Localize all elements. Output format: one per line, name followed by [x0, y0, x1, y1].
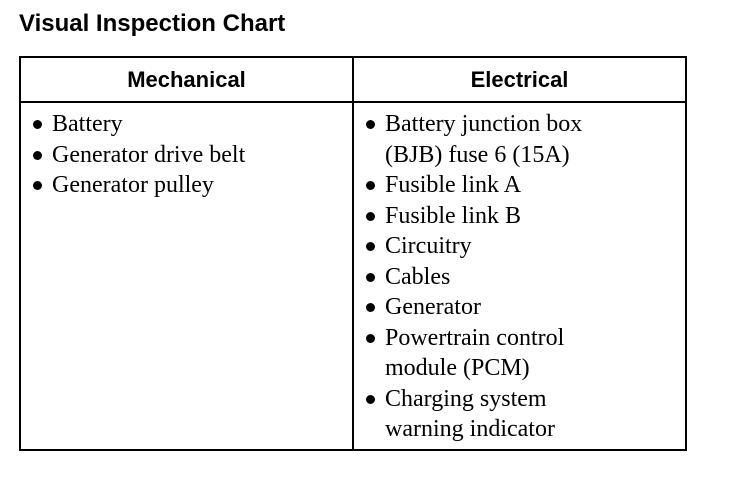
- list-item-line: Battery: [52, 111, 123, 137]
- list-item-line: (BJB) fuse 6 (15A): [385, 141, 570, 168]
- header-row: [20, 57, 686, 102]
- inspection-table: [19, 56, 687, 451]
- page-title: Visual Inspection Chart: [19, 10, 286, 37]
- mechanical-cell: [20, 102, 353, 450]
- list-item: [354, 262, 685, 293]
- list-item: [354, 170, 685, 201]
- mechanical-list: [21, 103, 352, 201]
- list-item-line: Charging system: [385, 385, 547, 412]
- list-item: [354, 109, 685, 170]
- column-header-mechanical: Mechanical: [20, 57, 353, 102]
- list-item: [21, 170, 352, 201]
- list-item: [354, 384, 685, 445]
- table-row: [20, 102, 686, 450]
- electrical-cell: [353, 102, 686, 450]
- list-item: [21, 140, 352, 171]
- list-item-line: Cables: [385, 263, 451, 290]
- list-item-line: module (PCM): [385, 355, 530, 381]
- list-item-line: Generator: [385, 294, 481, 320]
- list-item-line: warning indicator: [385, 416, 555, 442]
- list-item: [21, 109, 352, 140]
- list-item-line: Fusible link B: [385, 202, 522, 229]
- list-item-line: Generator pulley: [52, 172, 214, 198]
- list-item: [354, 231, 685, 262]
- list-item-line: Fusible link A: [385, 172, 522, 198]
- list-item: [354, 201, 685, 232]
- electrical-list: [354, 103, 685, 445]
- list-item: [354, 292, 685, 323]
- list-item-line: Generator drive belt: [52, 141, 246, 168]
- column-header-electrical: Electrical: [353, 57, 686, 102]
- list-item-line: Powertrain control: [385, 324, 565, 351]
- list-item-line: Circuitry: [385, 233, 472, 259]
- list-item: [354, 323, 685, 384]
- list-item-line: Battery junction box: [385, 111, 583, 137]
